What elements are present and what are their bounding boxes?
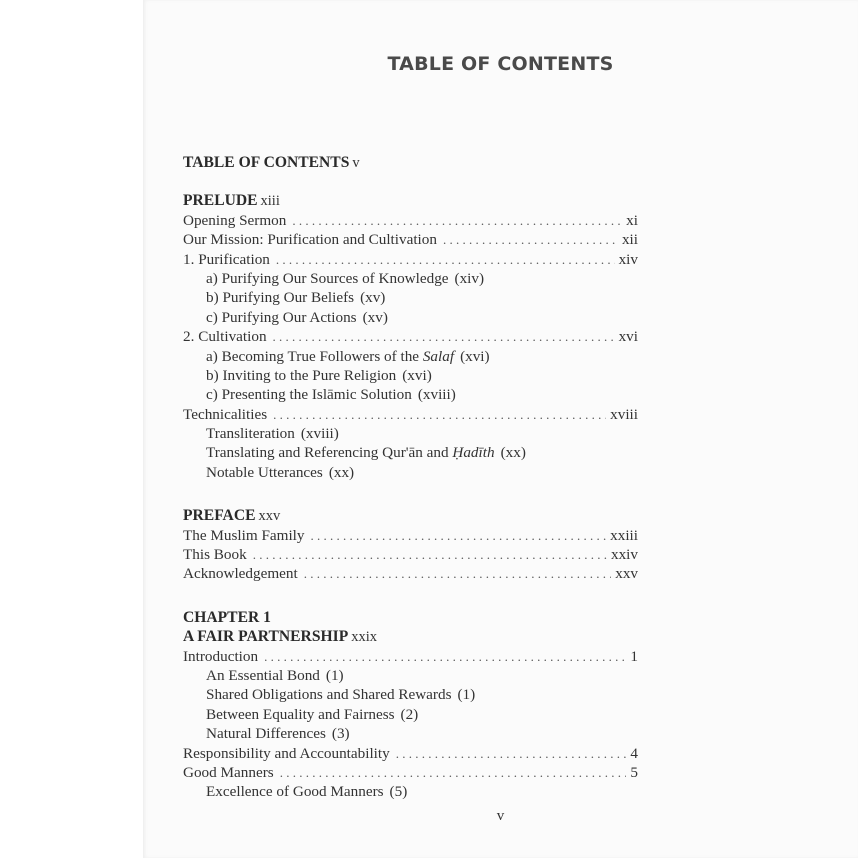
- dot-leader: [304, 564, 612, 583]
- spacer: [183, 584, 638, 608]
- dot-leader: [264, 647, 626, 666]
- toc-subentry-page: (xvi): [460, 347, 490, 365]
- toc-subentry: [183, 685, 638, 704]
- toc-subentry: [183, 705, 638, 724]
- toc-subentry: [183, 385, 638, 404]
- toc-subentry-page: (xx): [328, 463, 355, 481]
- toc-entry: [183, 211, 638, 230]
- toc-entry: [183, 526, 638, 545]
- toc-subentry-page: (5): [389, 783, 408, 801]
- toc-subentry-label: An Essential Bond: [206, 666, 320, 684]
- toc-subentry: [183, 269, 638, 288]
- toc-entry-label: Acknowledgement: [183, 565, 298, 583]
- toc-entry: [183, 327, 638, 346]
- section-heading: [183, 627, 638, 646]
- dot-leader: [276, 250, 615, 269]
- toc-subentry: [183, 666, 638, 685]
- toc-entry-label: The Muslim Family: [183, 526, 305, 544]
- toc-subentry: [183, 463, 638, 482]
- toc-entry-page: 1: [630, 647, 638, 665]
- toc-entry: [183, 744, 638, 763]
- toc-subentry-page: (xiv): [454, 269, 485, 287]
- section-heading: [183, 153, 638, 172]
- dot-leader: [273, 327, 615, 346]
- toc-subentry: [183, 288, 638, 307]
- toc-entry: [183, 647, 638, 666]
- toc-entry-label: Responsibility and Accountability: [183, 744, 390, 762]
- toc-entry-label: 2. Cultivation: [183, 328, 267, 346]
- toc-entry-label: 1. Purification: [183, 250, 270, 268]
- page-number: v: [496, 808, 505, 824]
- toc-subentry: [183, 308, 638, 327]
- section-heading-label: A FAIR PARTNERSHIP: [183, 628, 349, 646]
- section-heading-page: xiii: [260, 193, 280, 210]
- dot-leader: [253, 545, 607, 564]
- toc-subentry-label: b) Inviting to the Pure Religion: [206, 366, 397, 384]
- toc-subentry-page: (1): [457, 686, 476, 704]
- toc-entry-page: xi: [626, 211, 638, 229]
- toc-subentry-page: (2): [400, 705, 419, 723]
- toc-subentry: [183, 347, 638, 366]
- toc-entry: [183, 230, 638, 249]
- toc-subentry-label: Excellence of Good Manners: [206, 783, 384, 801]
- toc-entry-label: Our Mission: Purification and Cultivation: [183, 231, 437, 249]
- toc-subentry-page: (1): [325, 666, 344, 684]
- toc-subentry-label: c) Purifying Our Actions: [206, 308, 357, 326]
- toc-subentry-page: (xv): [362, 308, 388, 326]
- section-heading-page: xxix: [351, 629, 377, 646]
- toc-subentry-label: Shared Obligations and Shared Rewards: [206, 686, 452, 704]
- toc-entry-label: Introduction: [183, 647, 259, 665]
- toc-subentry-italic: Salaf: [422, 347, 455, 365]
- toc-subentry: [183, 443, 638, 462]
- dot-leader: [273, 405, 606, 424]
- book-page: [143, 0, 858, 858]
- toc-entry-page: xxiii: [610, 526, 638, 544]
- toc-entry-label: Good Manners: [183, 763, 274, 781]
- section-heading-label: TABLE OF CONTENTS: [183, 154, 350, 171]
- toc-entry-page: xxiv: [610, 546, 638, 564]
- toc-subentry-page: (xviii): [417, 386, 456, 404]
- section-heading-label: PRELUDE: [183, 192, 258, 210]
- section-heading-page: xxv: [258, 508, 281, 525]
- toc-subentry-page: (xvi): [402, 366, 432, 384]
- toc-subentry-page: (xx): [500, 444, 526, 462]
- toc-subentry-page: (xv): [360, 289, 386, 307]
- toc-entry: [183, 250, 638, 269]
- section-heading: [183, 608, 638, 627]
- toc-subentry-label: Translating and Referencing Qur'ān and: [206, 444, 453, 462]
- toc-subentry: [183, 366, 638, 385]
- toc-subentry-label: Natural Differences: [206, 725, 326, 743]
- toc-list: [183, 153, 638, 802]
- dot-leader: [443, 230, 618, 249]
- toc-subentry-label: Between Equality and Fairness: [206, 705, 395, 723]
- dot-leader: [311, 526, 607, 545]
- section-heading: [183, 506, 638, 525]
- spacer: [183, 482, 638, 506]
- toc-entry: [183, 763, 638, 782]
- toc-subentry-label: Transliteration: [206, 425, 295, 443]
- dot-leader: [396, 744, 627, 763]
- toc-subentry: [183, 782, 638, 801]
- page-title: TABLE OF CONTENTS: [387, 53, 614, 75]
- dot-leader: [292, 211, 622, 230]
- toc-entry: [183, 405, 638, 424]
- toc-subentry-page: (3): [331, 725, 350, 743]
- toc-subentry-label: a) Becoming True Followers of the: [206, 347, 423, 365]
- toc-subentry-page: (xviii): [300, 425, 339, 443]
- section-heading-page: v: [352, 155, 360, 171]
- toc-entry-page: xxv: [615, 565, 638, 583]
- toc-subentry: [183, 424, 638, 443]
- toc-subentry-label: a) Purifying Our Sources of Knowledge: [206, 269, 449, 287]
- toc-entry-page: 5: [630, 763, 638, 781]
- toc-entry-page: xii: [621, 231, 638, 249]
- toc-entry-page: xviii: [610, 405, 638, 423]
- section-heading-label: CHAPTER 1: [183, 608, 271, 626]
- section-heading: [183, 191, 638, 210]
- toc-subentry-label: c) Presenting the Islāmic Solution: [206, 386, 412, 404]
- toc-entry-page: 4: [630, 744, 638, 762]
- toc-subentry-label: Notable Utterances: [206, 463, 323, 481]
- spacer: [183, 172, 638, 191]
- dot-leader: [280, 763, 627, 782]
- toc-entry-label: Technicalities: [183, 405, 268, 423]
- toc-entry-page: xiv: [618, 250, 638, 268]
- toc-entry: [183, 545, 638, 564]
- toc-subentry-italic: Ḥadīth: [452, 444, 495, 462]
- toc-subentry: [183, 724, 638, 743]
- toc-entry: [183, 564, 638, 583]
- scan-margin: [0, 0, 143, 858]
- toc-entry-label: Opening Sermon: [183, 211, 287, 229]
- section-heading-label: PREFACE: [183, 507, 256, 525]
- toc-entry-label: This Book: [183, 546, 247, 564]
- toc-entry-page: xvi: [618, 328, 638, 346]
- toc-subentry-label: b) Purifying Our Beliefs: [206, 289, 355, 307]
